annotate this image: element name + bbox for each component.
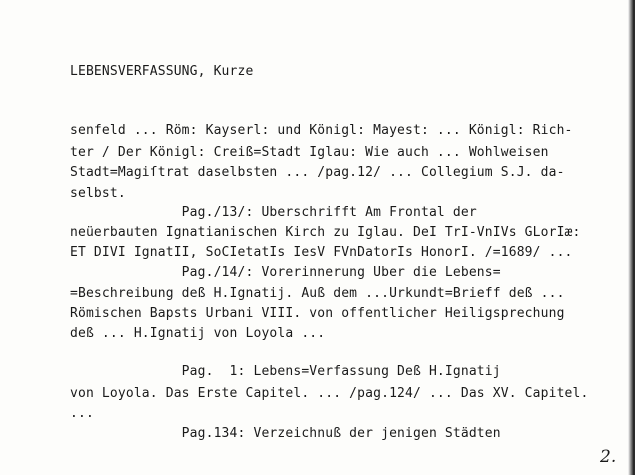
- text-line: ET DIVI IgnatII, SoCIetatIs IesV FVnDatorIs HonorI. /=1689/ ...: [70, 245, 573, 260]
- text-line: =Beschreibung deß H.Ignatij. Auß dem ...Urkundt=Brieff deß ...: [70, 286, 565, 301]
- text-line: Pag. 1: Lebens=Verfassung Deß H.Ignatij: [70, 364, 501, 379]
- text-line: Pag./13/: Uberschrifft Am Frontal der: [70, 205, 477, 220]
- text-line: senfeld ... Röm: Kayserl: und Königl: Mayest: ... Königl: Rich-: [70, 123, 573, 138]
- text-line: deß ... H.Ignatij von Loyola ...: [70, 326, 326, 341]
- text-line: Römischen Bapsts Urbani VIII. von offentlicher Heiligsprechung: [70, 306, 565, 321]
- text-line: selbst.: [70, 186, 126, 201]
- text-line: ...: [70, 406, 94, 421]
- text-line: ter / Der Königl: Creiß=Stadt Iglau: Wie auch ... Wohlweisen: [70, 145, 549, 160]
- text-line: neüerbauten Ignatianischen Kirch zu Iglau. DeI TrI-VnIVs GLorIæ:: [70, 225, 581, 240]
- handwritten-page-mark: 2.: [600, 447, 617, 467]
- text-line: von Loyola. Das Erste Capitel. ... /pag.124/ ... Das XV. Capitel.: [70, 386, 589, 401]
- text-line: Pag.134: Verzeichnuß der jenigen Städten: [70, 426, 501, 441]
- text-line: Stadt=Magiſtrat daselbsten ... /pag.12/ ... Collegium S.J. da-: [70, 165, 565, 180]
- card-heading: LEBENSVERFASSUNG, Kurze: [70, 64, 254, 79]
- text-line: Pag./14/: Vorerinnerung Uber die Lebens=: [70, 265, 501, 280]
